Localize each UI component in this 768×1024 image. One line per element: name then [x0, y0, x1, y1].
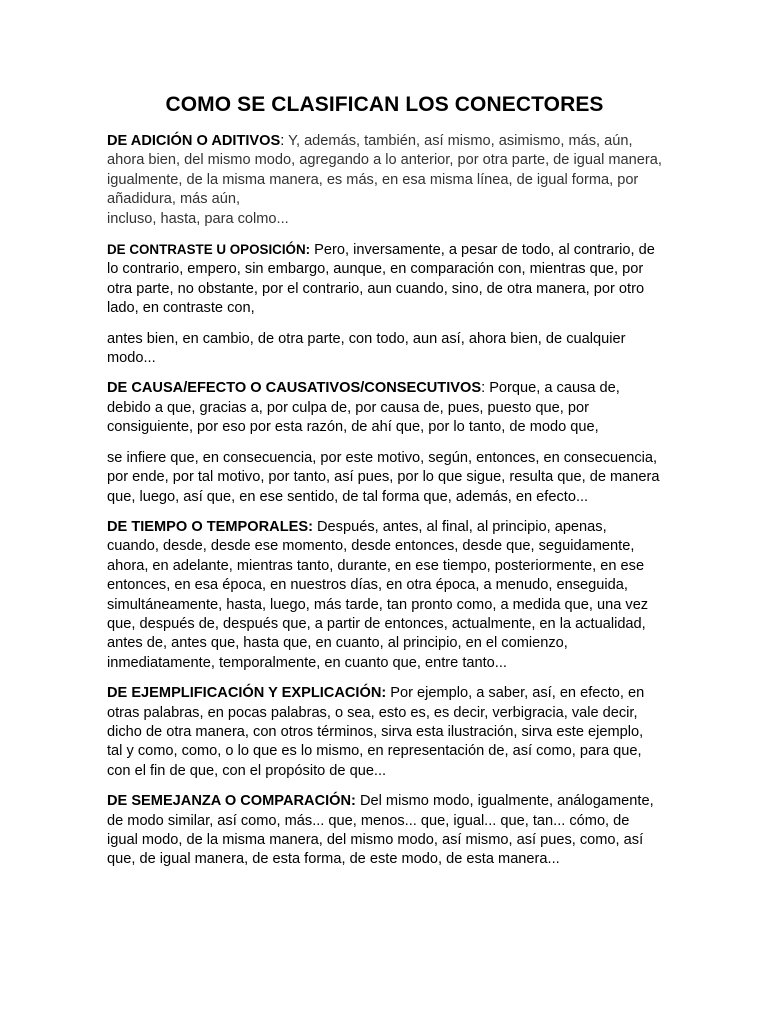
section-label: DE CONTRASTE U OPOSICIÓN: — [107, 242, 311, 258]
section-text: Por ejemplo, a saber, así, en efecto, en otras palabras, en pocas palabras, o sea, esto es, es decir, verbigracia, vale decir, dicho de otra manera, con otros términos, sirva esta ilustración, sirva este ejemplo, tal y como, como, o lo que es lo mismo, en representación de, así como, para que, con el fin de que, con el propósito de que... — [107, 685, 645, 779]
section-label: DE SEMEJANZA O COMPARACIÓN: — [107, 793, 356, 810]
section-text: Pero, inversamente, a pesar de todo, al contrario, de lo contrario, empero, sin embargo, aunque, en comparación con, mientras que, por otra parte, no obstante, por el contrario, aun cuando, sino, de otra manera, por otro lado, en contraste con, — [107, 242, 655, 317]
section-separator: : — [280, 133, 289, 149]
section-text: se infiere que, en consecuencia, por este motivo, según, entonces, en consecuencia, por ende, por tal motivo, por tanto, así pues, por lo que sigue, resulta que, de manera que, luego, así que, en ese sentido, de tal forma que, además, en efecto... — [107, 449, 660, 505]
section-label: DE EJEMPLIFICACIÓN Y EXPLICACIÓN: — [107, 685, 387, 702]
section-contraste-continued — [107, 330, 662, 369]
section-causa-efecto-continued — [107, 449, 662, 507]
section-ejemplificacion — [107, 684, 662, 781]
document-title: COMO SE CLASIFICAN LOS CONECTORES — [165, 93, 604, 116]
section-text-continued: incluso, hasta, para colmo... — [107, 210, 289, 227]
section-text: Del mismo modo, igualmente, análogamente, de modo similar, así como, más... que, menos... que, igual... que, tan... cómo, de igual modo, de la misma manera, del mismo modo, así mismo, así pues, como, así que, de igual manera, de esta forma, de este modo, de esta manera... — [107, 793, 654, 868]
section-tiempo — [107, 518, 662, 673]
section-contraste — [107, 240, 662, 319]
section-semejanza — [107, 792, 662, 870]
section-label: DE CAUSA/EFECTO O CAUSATIVOS/CONSECUTIVOS — [107, 380, 482, 397]
section-text: Y, además, también, así mismo, asimismo, más, aún, ahora bien, del mismo modo, agregando a lo anterior, por otra parte, de igual manera, igualmente, de la misma manera, es más, en esa misma línea, de igual forma, por añadidura, más aún, — [107, 133, 662, 208]
section-text: Porque, a causa de, debido a que, gracias a, por culpa de, por causa de, pues, puesto que, por consiguiente, por eso por esta razón, de ahí que, por lo tanto, de modo que, — [107, 380, 620, 436]
section-text: antes bien, en cambio, de otra parte, con todo, aun así, ahora bien, de cualquier modo... — [107, 330, 626, 367]
section-separator: : — [481, 380, 490, 397]
section-adicion — [107, 132, 662, 229]
section-label: DE ADICIÓN O ADITIVOS — [107, 133, 281, 149]
section-causa-efecto — [107, 379, 662, 437]
section-text: Después, antes, al final, al principio, apenas, cuando, desde, desde ese momento, desde entonces, desde que, seguidamente, ahora, en adelante, mientras tanto, durante, en ese tiempo, posteriormente, en ese entonces, en esa época, en nuestros días, en otra época, a menudo, enseguida, simultáneamente, hasta, luego, más tarde, tan pronto como, a medida que, una vez que, después de, después que, a partir de entonces, actualmente, en la actualidad, antes de, antes que, hasta que, en cuanto, al principio, en el comienzo, inmediatamente, temporalmente, en cuanto que, entre tanto... — [107, 518, 649, 671]
section-label: DE TIEMPO O TEMPORALES: — [107, 518, 313, 535]
